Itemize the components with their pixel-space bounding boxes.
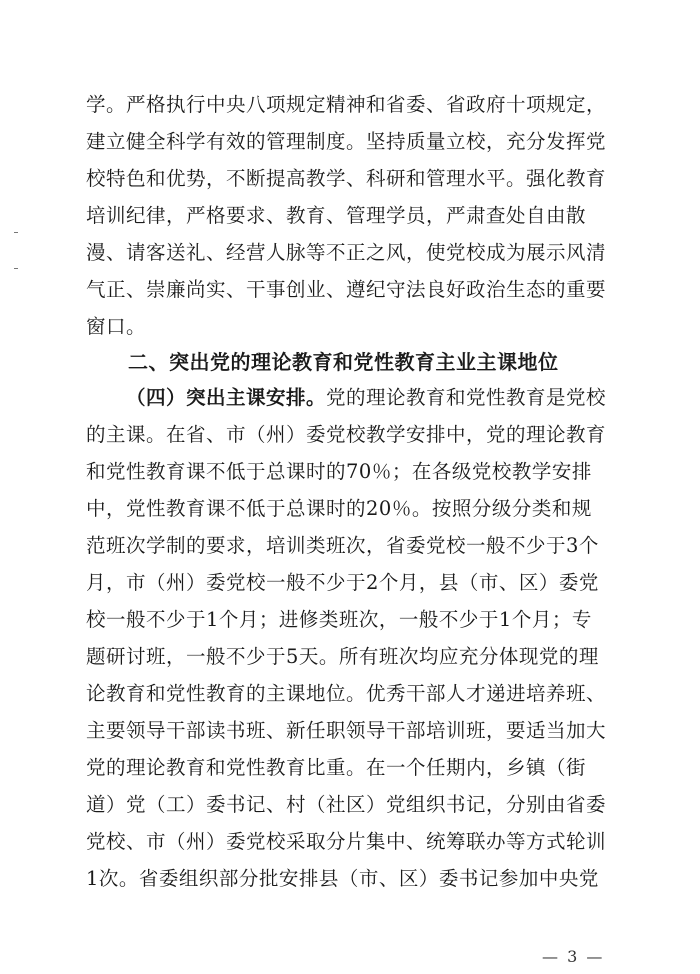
- subsection-lead: （四）突出主课安排。: [126, 386, 327, 409]
- body-line: 题研讨班，一般不少于5天。所有班次均应充分体现党的理: [86, 645, 599, 668]
- body-line: 培训纪律，严格要求、教育、管理学员，严肃查处自由散: [86, 204, 587, 227]
- page-number: — 3 —: [542, 947, 605, 966]
- body-line: 校一般不少于1个月；进修类班次，一般不少于1个月；专: [86, 608, 592, 631]
- body-line: 月，市（州）委党校一般不少于2个月，县（市、区）委党: [86, 571, 599, 594]
- body-line: 党校、市（州）委党校采取分片集中、统筹联办等方式轮训: [86, 830, 607, 853]
- body-line: 主要领导干部读书班、新任职领导干部培训班，要适当加大: [86, 719, 607, 742]
- body-line: 论教育和党性教育的主课地位。优秀干部人才递进培养班、: [86, 682, 607, 705]
- body-line: 学。严格执行中央八项规定精神和省委、省政府十项规定，: [86, 93, 607, 116]
- body-line: 道）党（工）委书记、村（社区）党组织书记，分别由省委: [86, 793, 607, 816]
- body-line: 中，党性教育课不低于总课时的20％。按照分级分类和规: [86, 497, 592, 520]
- body-line: 建立健全科学有效的管理制度。坚持质量立校，充分发挥党: [86, 130, 607, 153]
- body-line: 1次。省委组织部分批安排县（市、区）委书记参加中央党: [86, 867, 599, 890]
- body-line: 气正、崇廉尚实、干事创业、遵纪守法良好政治生态的重要: [86, 278, 607, 301]
- subsection-first-line-text: 党的理论教育和党性教育是党校: [326, 386, 607, 409]
- body-line: 校特色和优势，不断提高教学、科研和管理水平。强化教育: [86, 167, 607, 190]
- body-line: 党的理论教育和党性教育比重。在一个任期内，乡镇（街: [86, 756, 587, 779]
- body-line: 和党性教育课不低于总课时的70％；在各级党校教学安排: [86, 460, 592, 483]
- margin-mark: [14, 268, 18, 269]
- body-line: 范班次学制的要求，培训类班次，省委党校一般不少于3个: [86, 534, 599, 557]
- section-heading: 二、突出党的理论教育和党性教育主业主课地位: [128, 350, 559, 374]
- body-line: 窗口。: [86, 315, 147, 338]
- subsection-first-line: [126, 386, 666, 410]
- body-line: 漫、请客送礼、经营人脉等不正之风，使党校成为展示风清: [86, 241, 607, 264]
- margin-mark: [14, 232, 18, 233]
- body-line: 的主课。在省、市（州）委党校教学安排中，党的理论教育: [86, 423, 607, 446]
